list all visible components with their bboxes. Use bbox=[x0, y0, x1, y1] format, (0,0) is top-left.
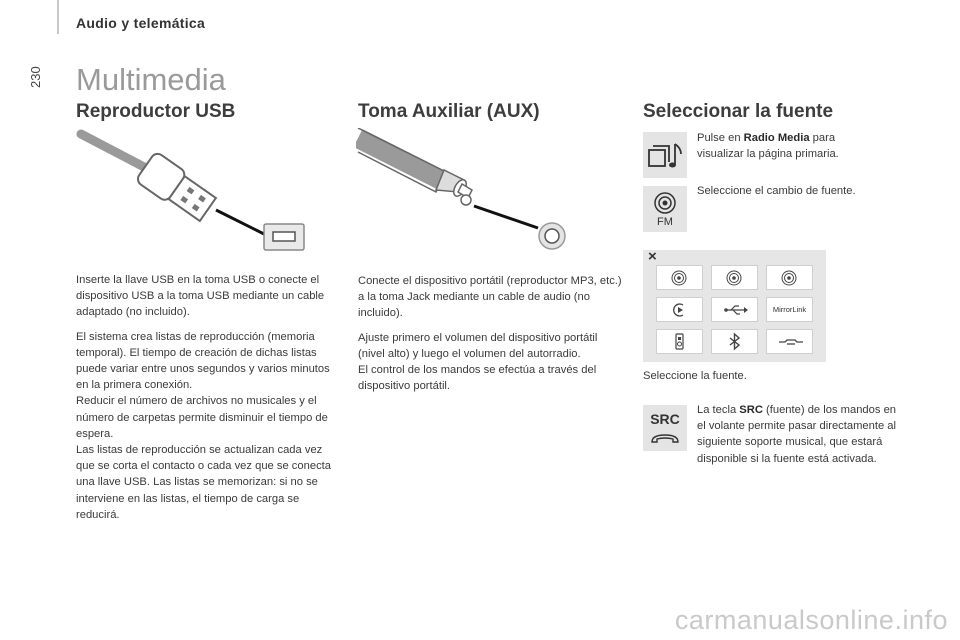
bluetooth-icon bbox=[712, 330, 757, 353]
media-player-icon bbox=[657, 330, 702, 353]
step-4-bold: SRC bbox=[739, 404, 763, 416]
radio-icon bbox=[657, 266, 702, 289]
usb-paragraph-2b: Reducir el número de archivos no musicales y el número de carpetas permite disminuir el tiempo de espera. bbox=[76, 395, 328, 440]
section-title: Audio y telemática bbox=[76, 15, 206, 31]
source-bluetooth-button[interactable] bbox=[711, 329, 758, 354]
step-4-text bbox=[697, 402, 897, 467]
source-heading: Seleccionar la fuente bbox=[643, 101, 834, 122]
usb-icon bbox=[712, 298, 757, 321]
page-number bbox=[28, 66, 43, 88]
source-aux-button[interactable] bbox=[766, 329, 813, 354]
radio-media-icon bbox=[643, 132, 687, 178]
aux-paragraph-2b: El control de los mandos se efectúa a través del dispositivo portátil. bbox=[358, 364, 597, 393]
steering-src-button[interactable] bbox=[643, 405, 687, 451]
step-4-post: (fuente) de los mandos en el volante permite pasar directamente al siguiente soporte musical, que estará disponible si la fuente está activada. bbox=[697, 404, 897, 465]
source-menu-panel bbox=[643, 250, 826, 362]
radio-media-button[interactable] bbox=[643, 132, 687, 178]
watermark: carmanualsonline.info bbox=[674, 605, 948, 635]
close-icon[interactable]: × bbox=[648, 248, 657, 265]
usb-socket-icon bbox=[264, 224, 304, 250]
step-4-pre: La tecla bbox=[697, 404, 740, 416]
aux-paragraph-2a: Ajuste primero el volumen del dispositivo portátil (nivel alto) y luego el volumen del autorradio. bbox=[358, 331, 598, 360]
usb-plug-icon bbox=[135, 151, 218, 224]
source-change-button[interactable] bbox=[643, 186, 687, 232]
usb-paragraph-1: Inserte la llave USB en la toma USB o conecte el dispositivo USB a la toma USB mediante un cable adaptado (no incluido). bbox=[76, 274, 325, 319]
source-ipod-button[interactable] bbox=[656, 329, 703, 354]
usb-text bbox=[76, 272, 338, 523]
step-1-text bbox=[697, 130, 867, 162]
step-1-post: para visualizar la página primaria. bbox=[697, 132, 839, 161]
usb-paragraph-2c: Las listas de reproducción se actualizan cada vez que se corta el contacto o cada vez que se conecta una llave USB. Las listas se memorizan: si no se interviene en las listas, el tiempo de carga se reducirá. bbox=[76, 444, 331, 521]
radio-icon bbox=[767, 266, 812, 289]
source-radio-3-button[interactable] bbox=[766, 265, 813, 290]
jack-icon bbox=[767, 330, 812, 353]
aux-text bbox=[358, 273, 624, 394]
usb-heading: Reproductor USB bbox=[76, 101, 236, 122]
fm-radio-icon bbox=[643, 188, 687, 218]
source-radio-1-button[interactable] bbox=[656, 265, 703, 290]
step-1-pre: Pulse en bbox=[697, 132, 744, 144]
source-disc-button[interactable] bbox=[656, 297, 703, 322]
page-number-text: 230 bbox=[28, 66, 43, 88]
source-radio-2-button[interactable] bbox=[711, 265, 758, 290]
fm-label: FM bbox=[657, 216, 673, 228]
mirrorlink-label: MirrorLink bbox=[772, 305, 807, 314]
source-usb-button[interactable] bbox=[711, 297, 758, 322]
aux-socket-icon bbox=[539, 223, 565, 249]
section-bar bbox=[57, 0, 59, 34]
usb-paragraph-2a: El sistema crea listas de reproducción (memoria temporal). El tiempo de creación de dichas listas puede variar entre unos segundos y varios minutos en la primera conexión. bbox=[76, 330, 330, 392]
step-3-text: Seleccione la fuente. bbox=[643, 370, 747, 382]
radio-icon bbox=[712, 266, 757, 289]
aux-illustration bbox=[356, 128, 586, 258]
aux-paragraph-1: Conecte el dispositivo portátil (reproductor MP3, etc.) a la toma Jack mediante un cable de audio (no incluido). bbox=[358, 275, 622, 320]
source-mirrorlink-button[interactable] bbox=[766, 297, 813, 322]
aux-heading: Toma Auxiliar (AUX) bbox=[358, 101, 540, 122]
phone-handset-icon bbox=[643, 431, 687, 447]
step-2-text: Seleccione el cambio de fuente. bbox=[697, 185, 856, 197]
src-label: SRC bbox=[650, 411, 680, 427]
usb-illustration bbox=[76, 128, 316, 258]
step-1-bold: Radio Media bbox=[743, 132, 810, 144]
play-circle-icon bbox=[657, 298, 702, 321]
usb-cable-icon bbox=[81, 134, 146, 168]
jack-plug-icon bbox=[358, 128, 472, 205]
page-title: Multimedia bbox=[76, 62, 226, 97]
